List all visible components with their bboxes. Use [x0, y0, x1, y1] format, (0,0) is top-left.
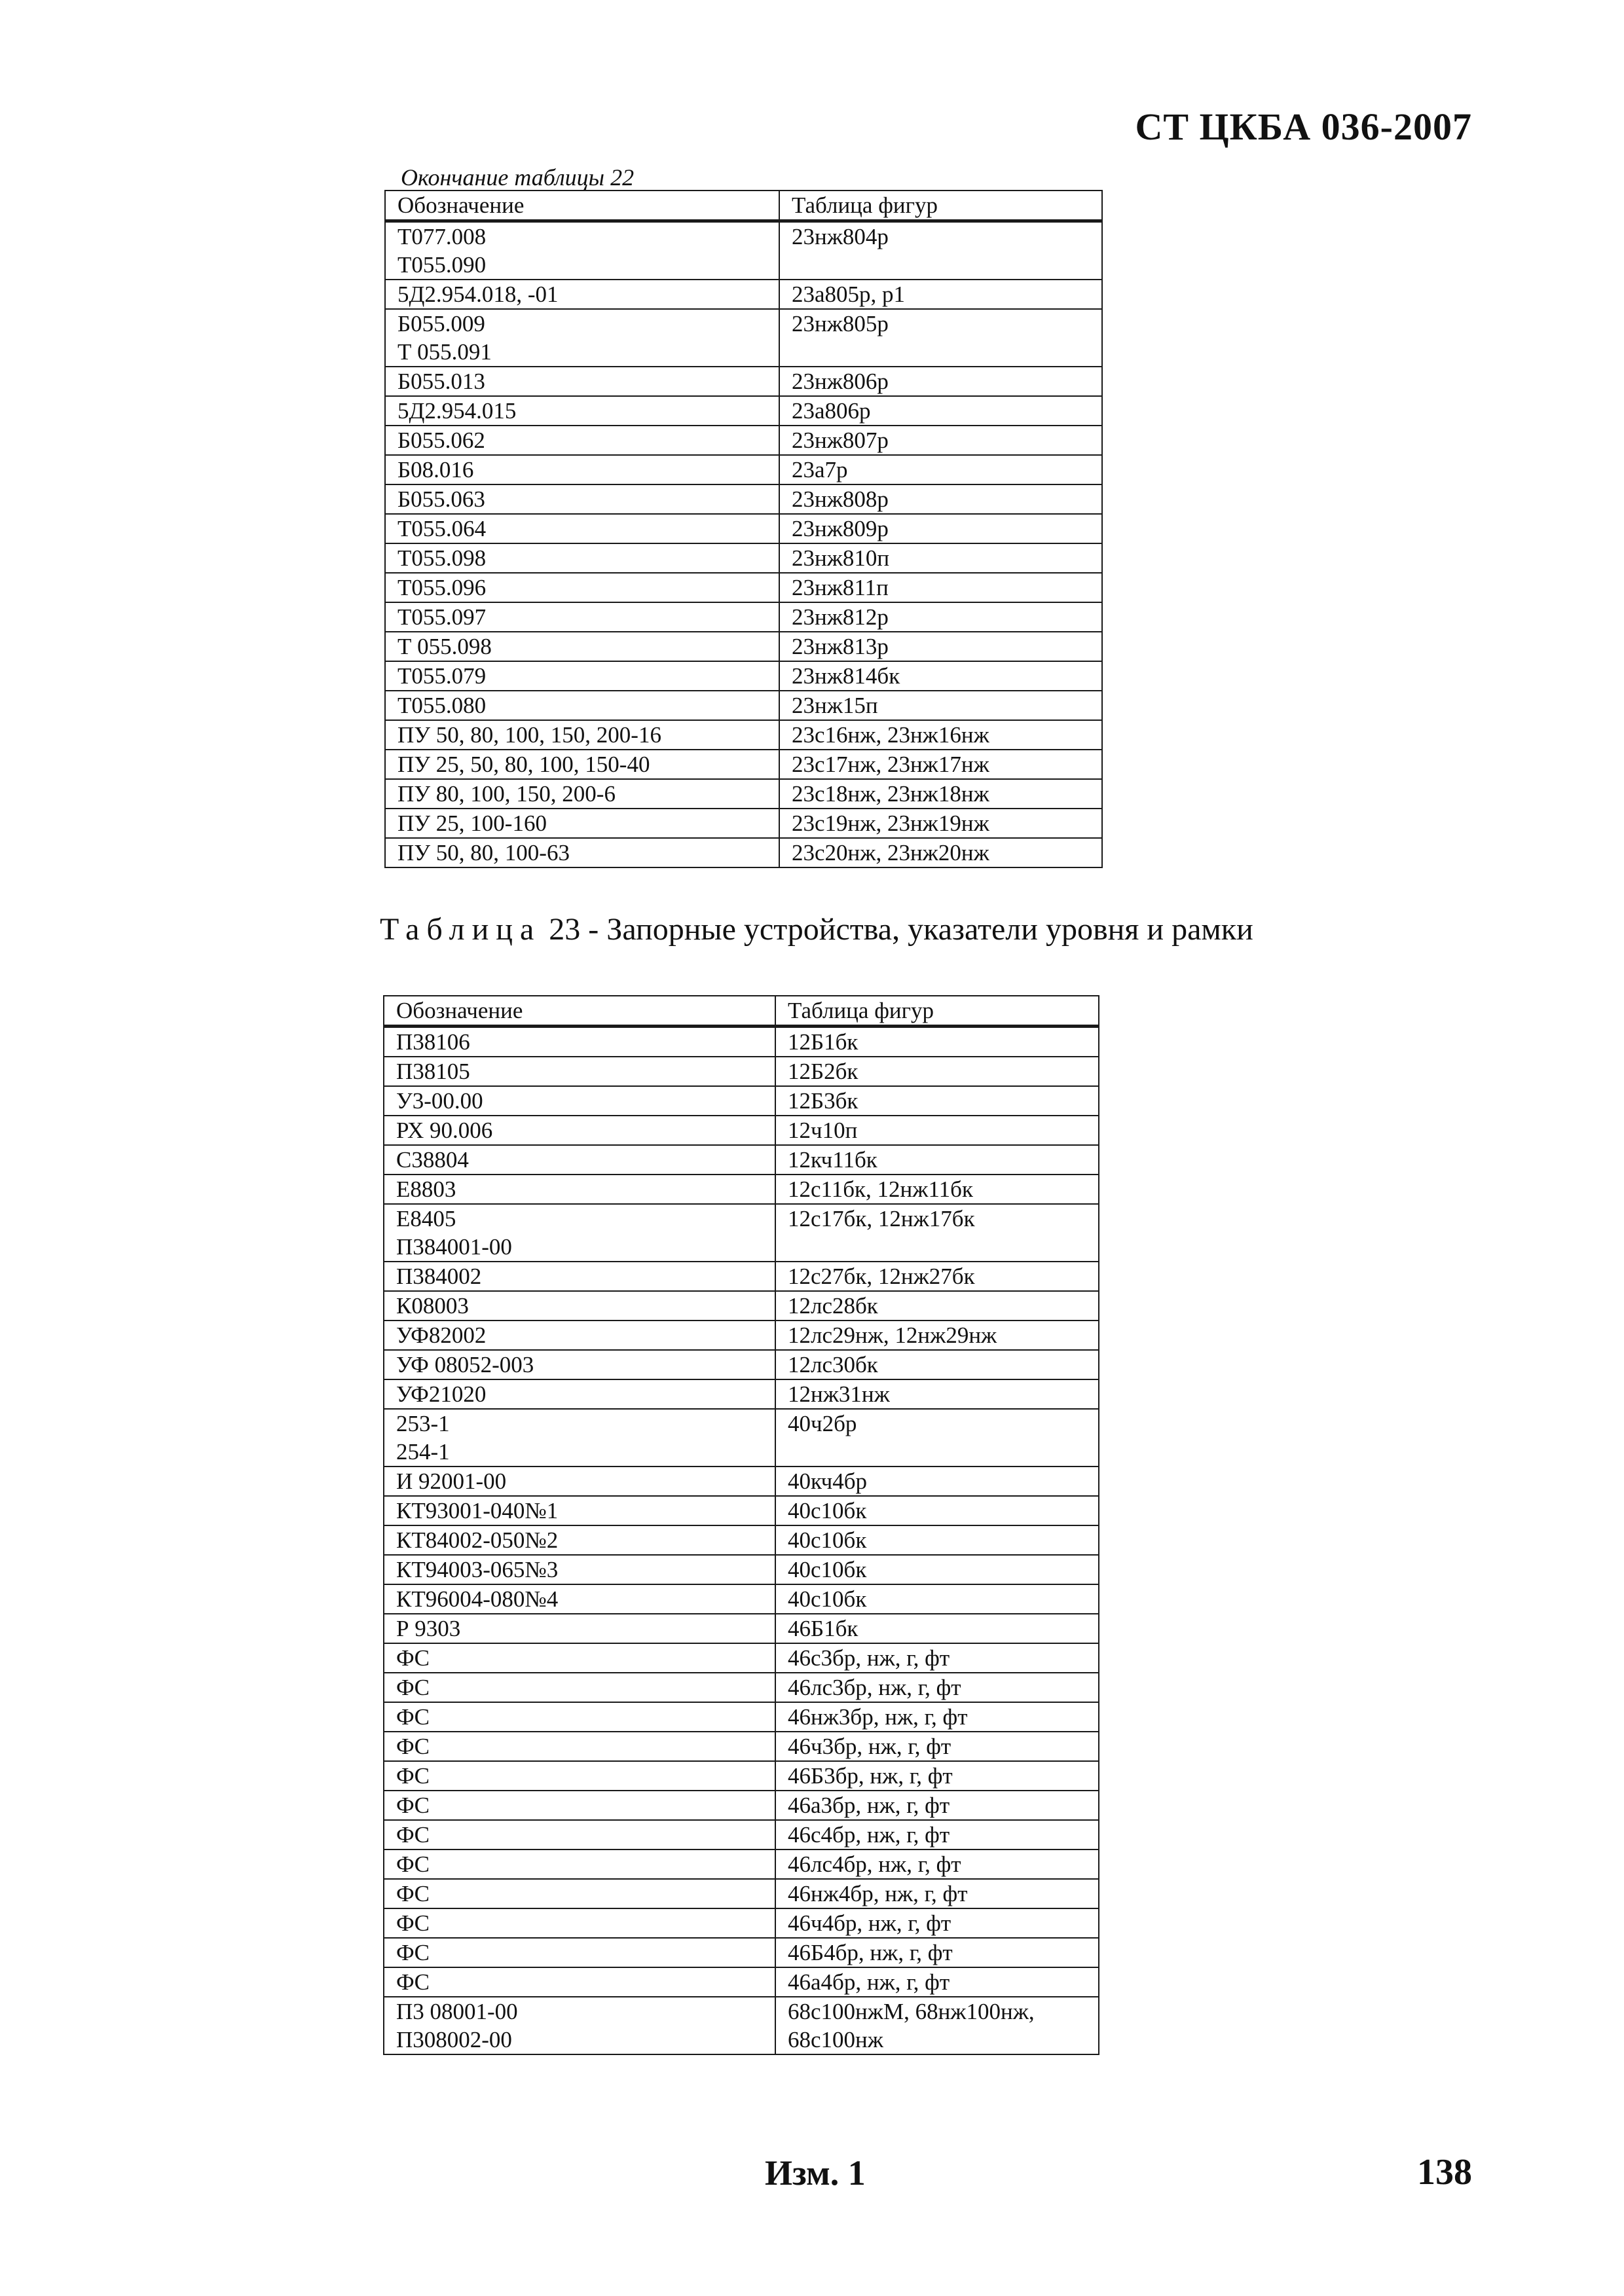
- figure-table-cell: 23а805р, р1: [779, 280, 1102, 309]
- figure-table-cell: 12ч10п: [775, 1116, 1099, 1145]
- table-row: [385, 750, 1102, 779]
- table-header-row: [384, 996, 1099, 1027]
- table-row: [385, 602, 1102, 632]
- table-row: [384, 1732, 1099, 1761]
- designation-cell: ФС: [384, 1908, 775, 1938]
- column-header-figure-table: Таблица фигур: [775, 996, 1099, 1027]
- designation-cell: У3-00.00: [384, 1086, 775, 1116]
- designation-cell: Е8803: [384, 1175, 775, 1204]
- figure-table-cell: 23нж808р: [779, 484, 1102, 514]
- figure-table-cell: 46лс3бр, нж, г, фт: [775, 1673, 1099, 1702]
- figure-table-cell: 23с18нж, 23нж18нж: [779, 779, 1102, 809]
- document-code: СТ ЦКБА 036-2007: [1135, 105, 1472, 148]
- table-row: [384, 1262, 1099, 1291]
- designation-cell: ФС: [384, 1820, 775, 1850]
- figure-table-cell: 23нж812р: [779, 602, 1102, 632]
- figure-table-cell: 40с10бк: [775, 1525, 1099, 1555]
- designation-cell: К08003: [384, 1291, 775, 1321]
- table-row: [385, 838, 1102, 867]
- designation-cell: П38106: [384, 1027, 775, 1057]
- figure-table-cell: 23с16нж, 23нж16нж: [779, 720, 1102, 750]
- figure-table-cell: 46с4бр, нж, г, фт: [775, 1820, 1099, 1850]
- designation-cell: ФС: [384, 1702, 775, 1732]
- designation-cell: ФС: [384, 1967, 775, 1997]
- designation-cell: ФС: [384, 1732, 775, 1761]
- figure-table-cell: 46а4бр, нж, г, фт: [775, 1967, 1099, 1997]
- figure-table-cell: 12лс30бк: [775, 1350, 1099, 1379]
- table-row: [385, 632, 1102, 661]
- figure-table-cell: 68с100нжМ, 68нж100нж, 68с100нж: [775, 1997, 1099, 2054]
- figure-table-cell: 23с20нж, 23нж20нж: [779, 838, 1102, 867]
- designation-cell: ПУ 50, 80, 100, 150, 200-16: [385, 720, 779, 750]
- table-row: [385, 221, 1102, 280]
- figure-table-cell: 40кч4бр: [775, 1467, 1099, 1496]
- table-row: [385, 367, 1102, 396]
- figure-table-cell: 12с27бк, 12нж27бк: [775, 1262, 1099, 1291]
- designation-cell: Б055.013: [385, 367, 779, 396]
- table-row: [385, 455, 1102, 484]
- table-row: [385, 661, 1102, 691]
- designation-cell: ПУ 50, 80, 100-63: [385, 838, 779, 867]
- figure-table-cell: 46лс4бр, нж, г, фт: [775, 1850, 1099, 1879]
- table-row: [384, 1204, 1099, 1262]
- figure-table-cell: 23нж809р: [779, 514, 1102, 543]
- table-22-continuation-caption: Окончание таблицы 22: [401, 164, 635, 191]
- table-row: [384, 1643, 1099, 1673]
- designation-cell: ФС: [384, 1850, 775, 1879]
- table-row: [384, 1997, 1099, 2054]
- figure-table-cell: 23нж813р: [779, 632, 1102, 661]
- figure-table-cell: 40с10бк: [775, 1584, 1099, 1614]
- figure-table-cell: 40ч2бр: [775, 1409, 1099, 1467]
- designation-cell: Р 9303: [384, 1614, 775, 1643]
- table-row: [384, 1879, 1099, 1908]
- table-row: [385, 309, 1102, 367]
- table-row: [384, 1820, 1099, 1850]
- table-row: [384, 1761, 1099, 1791]
- designation-cell: Т 055.098: [385, 632, 779, 661]
- figure-table-cell: 46Б1бк: [775, 1614, 1099, 1643]
- table-row: [384, 1086, 1099, 1116]
- figure-table-cell: 23нж804р: [779, 221, 1102, 280]
- designation-cell: ФС: [384, 1938, 775, 1967]
- table-23: [383, 995, 1099, 2055]
- figure-table-cell: 40с10бк: [775, 1555, 1099, 1584]
- table-22-body: [385, 221, 1102, 868]
- figure-table-cell: 12лс28бк: [775, 1291, 1099, 1321]
- designation-cell: П3 08001-00 П308002-00: [384, 1997, 775, 2054]
- designation-cell: Б08.016: [385, 455, 779, 484]
- figure-table-cell: 23нж810п: [779, 543, 1102, 573]
- table-row: [385, 691, 1102, 720]
- table-row: [384, 1409, 1099, 1467]
- table-row: [384, 1116, 1099, 1145]
- table-22: [384, 190, 1103, 868]
- designation-cell: УФ82002: [384, 1321, 775, 1350]
- table-row: [384, 1938, 1099, 1967]
- revision-label: Изм. 1: [765, 2153, 866, 2193]
- designation-cell: Е8405 П384001-00: [384, 1204, 775, 1262]
- figure-table-cell: 23а7р: [779, 455, 1102, 484]
- table-row: [385, 720, 1102, 750]
- table-row: [384, 1291, 1099, 1321]
- table-23-title-text: 23 - Запорные устройства, указатели уровня и рамки: [541, 912, 1253, 947]
- table-row: [385, 809, 1102, 838]
- figure-table-cell: 23нж15п: [779, 691, 1102, 720]
- designation-cell: УФ21020: [384, 1379, 775, 1409]
- figure-table-cell: 46Б4бр, нж, г, фт: [775, 1938, 1099, 1967]
- table-23-title: [380, 911, 1253, 947]
- figure-table-cell: 46а3бр, нж, г, фт: [775, 1791, 1099, 1820]
- designation-cell: ФС: [384, 1879, 775, 1908]
- table-row: [384, 1027, 1099, 1057]
- designation-cell: П384002: [384, 1262, 775, 1291]
- table-23-title-word: Таблица: [380, 912, 542, 947]
- table-header-row: [385, 191, 1102, 221]
- designation-cell: КТ96004-080№4: [384, 1584, 775, 1614]
- designation-cell: И 92001-00: [384, 1467, 775, 1496]
- figure-table-cell: 12с17бк, 12нж17бк: [775, 1204, 1099, 1262]
- designation-cell: РХ 90.006: [384, 1116, 775, 1145]
- table-row: [385, 543, 1102, 573]
- designation-cell: КТ94003-065№3: [384, 1555, 775, 1584]
- column-header-designation: Обозначение: [384, 996, 775, 1027]
- table-row: [384, 1175, 1099, 1204]
- figure-table-cell: 23с19нж, 23нж19нж: [779, 809, 1102, 838]
- designation-cell: ФС: [384, 1791, 775, 1820]
- figure-table-cell: 12нж31нж: [775, 1379, 1099, 1409]
- table-row: [384, 1057, 1099, 1086]
- designation-cell: Б055.063: [385, 484, 779, 514]
- table-row: [384, 1584, 1099, 1614]
- figure-table-cell: 46нж3бр, нж, г, фт: [775, 1702, 1099, 1732]
- designation-cell: Т055.079: [385, 661, 779, 691]
- table-row: [384, 1321, 1099, 1350]
- designation-cell: ПУ 25, 100-160: [385, 809, 779, 838]
- table-row: [384, 1379, 1099, 1409]
- designation-cell: Б055.009 Т 055.091: [385, 309, 779, 367]
- designation-cell: КТ93001-040№1: [384, 1496, 775, 1525]
- figure-table-cell: 46ч4бр, нж, г, фт: [775, 1908, 1099, 1938]
- figure-table-cell: 23а806р: [779, 396, 1102, 426]
- table-row: [384, 1967, 1099, 1997]
- designation-cell: УФ 08052-003: [384, 1350, 775, 1379]
- table-row: [384, 1791, 1099, 1820]
- figure-table-cell: 12Б1бк: [775, 1027, 1099, 1057]
- figure-table-cell: 23нж814бк: [779, 661, 1102, 691]
- figure-table-cell: 23с17нж, 23нж17нж: [779, 750, 1102, 779]
- designation-cell: ФС: [384, 1643, 775, 1673]
- designation-cell: С38804: [384, 1145, 775, 1175]
- table-row: [385, 573, 1102, 602]
- table-row: [384, 1702, 1099, 1732]
- table-23-body: [384, 1027, 1099, 2055]
- table-row: [384, 1908, 1099, 1938]
- column-header-figure-table: Таблица фигур: [779, 191, 1102, 221]
- designation-cell: Т055.097: [385, 602, 779, 632]
- figure-table-cell: 46нж4бр, нж, г, фт: [775, 1879, 1099, 1908]
- figure-table-cell: 12лс29нж, 12нж29нж: [775, 1321, 1099, 1350]
- figure-table-cell: 23нж811п: [779, 573, 1102, 602]
- designation-cell: 5Д2.954.015: [385, 396, 779, 426]
- figure-table-cell: 40с10бк: [775, 1496, 1099, 1525]
- designation-cell: 253-1 254-1: [384, 1409, 775, 1467]
- figure-table-cell: 23нж807р: [779, 426, 1102, 455]
- figure-table-cell: 12Б3бк: [775, 1086, 1099, 1116]
- table-row: [384, 1525, 1099, 1555]
- designation-cell: Т055.098: [385, 543, 779, 573]
- figure-table-cell: 46ч3бр, нж, г, фт: [775, 1732, 1099, 1761]
- figure-table-cell: 46Б3бр, нж, г, фт: [775, 1761, 1099, 1791]
- column-header-designation: Обозначение: [385, 191, 779, 221]
- table-row: [384, 1350, 1099, 1379]
- designation-cell: Т055.064: [385, 514, 779, 543]
- page-number: 138: [1417, 2152, 1472, 2193]
- designation-cell: КТ84002-050№2: [384, 1525, 775, 1555]
- table-row: [384, 1850, 1099, 1879]
- designation-cell: Т055.080: [385, 691, 779, 720]
- table-row: [384, 1145, 1099, 1175]
- figure-table-cell: 46с3бр, нж, г, фт: [775, 1643, 1099, 1673]
- table-row: [384, 1673, 1099, 1702]
- table-row: [385, 484, 1102, 514]
- table-row: [385, 426, 1102, 455]
- designation-cell: ПУ 25, 50, 80, 100, 150-40: [385, 750, 779, 779]
- figure-table-cell: 12Б2бк: [775, 1057, 1099, 1086]
- table-row: [384, 1467, 1099, 1496]
- figure-table-cell: 12с11бк, 12нж11бк: [775, 1175, 1099, 1204]
- designation-cell: Т055.096: [385, 573, 779, 602]
- table-row: [384, 1614, 1099, 1643]
- table-row: [385, 396, 1102, 426]
- table-row: [385, 280, 1102, 309]
- table-row: [385, 779, 1102, 809]
- figure-table-cell: 23нж805р: [779, 309, 1102, 367]
- designation-cell: Б055.062: [385, 426, 779, 455]
- designation-cell: 5Д2.954.018, -01: [385, 280, 779, 309]
- figure-table-cell: 12кч11бк: [775, 1145, 1099, 1175]
- table-row: [385, 514, 1102, 543]
- table-row: [384, 1555, 1099, 1584]
- table-row: [384, 1496, 1099, 1525]
- designation-cell: ПУ 80, 100, 150, 200-6: [385, 779, 779, 809]
- designation-cell: ФС: [384, 1761, 775, 1791]
- designation-cell: П38105: [384, 1057, 775, 1086]
- figure-table-cell: 23нж806р: [779, 367, 1102, 396]
- designation-cell: ФС: [384, 1673, 775, 1702]
- designation-cell: Т077.008 Т055.090: [385, 221, 779, 280]
